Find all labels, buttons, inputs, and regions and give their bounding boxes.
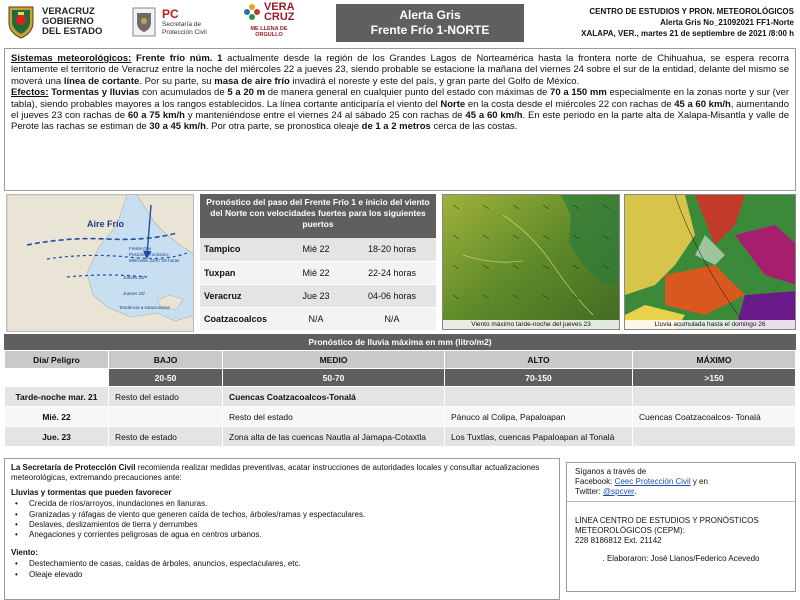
map1-aire-frio: Aire Frío bbox=[87, 219, 125, 229]
map1-label-2: Miércoles 22/07:00 horas bbox=[129, 258, 180, 263]
place-date: XALAPA, VER., martes 21 de septiembre de 2021 /8:00 h bbox=[581, 29, 794, 38]
rain-table bbox=[4, 350, 796, 447]
wind-hazards-title: Viento: bbox=[11, 547, 38, 557]
follow-text: Síganos a través de bbox=[575, 467, 647, 476]
cell-bajo: Resto de estado bbox=[109, 427, 223, 447]
cell-bajo bbox=[109, 407, 223, 427]
map1-label-1: Posición Pronóstico bbox=[129, 252, 169, 257]
forecast-heading: Pronóstico del paso del Frente Frío 1 e inicio del viento del Norte con velocidades fuertes para los siguientes puertos bbox=[200, 194, 436, 238]
rain-forecast-table bbox=[4, 334, 796, 447]
systems-shear-line: línea de cortante bbox=[63, 75, 140, 87]
effects-b: 5 a 20 m bbox=[227, 87, 266, 99]
systems-label: Sistemas meteorológicos: bbox=[11, 53, 132, 64]
systems-paragraph bbox=[11, 53, 789, 87]
cell-bajo: Resto del estado bbox=[109, 387, 223, 407]
pc-emblem-icon bbox=[132, 7, 156, 37]
cepm-line-title: LÍNEA CENTRO DE ESTUDIOS Y PRONÓSTICOS METEOROLÓGICOS (CEPM): bbox=[575, 516, 759, 535]
effects-paragraph bbox=[11, 87, 789, 133]
facebook-tail: y en bbox=[690, 477, 708, 486]
recommendations-intro bbox=[11, 463, 553, 484]
rain-map-graphic bbox=[625, 195, 796, 330]
facebook-line bbox=[575, 477, 787, 487]
vc-word-line2: CRUZ bbox=[263, 11, 295, 23]
range-maximo: >150 bbox=[633, 369, 796, 387]
cell-alto bbox=[445, 387, 633, 407]
cell-maximo bbox=[633, 387, 796, 407]
port-day: Mié 22 bbox=[284, 261, 348, 284]
cell-alto: Pánuco al Colipa, Papaloapan bbox=[445, 407, 633, 427]
cepm-phone: 228 8186812 Ext. 21142 bbox=[575, 536, 662, 545]
header-maximo: MÁXIMO bbox=[633, 351, 796, 369]
list-item: • Deslaves, deslizamientos de tierra y derrumbes bbox=[11, 520, 553, 530]
effects-d-text: en la costa desde el miércoles 22 con rachas de bbox=[465, 98, 675, 110]
forecast-row bbox=[200, 307, 436, 330]
header-bajo: BAJO bbox=[109, 351, 223, 369]
effects-a-text: con acumulados de bbox=[139, 87, 228, 99]
alert-title: Alerta Gris bbox=[399, 8, 461, 22]
flower-icon bbox=[243, 3, 261, 21]
list-item: • Anegaciones y corrientes peligrosas de agua en centros urbanos. bbox=[11, 530, 553, 540]
recs-intro-text: recomienda realizar medidas preventivas, acatar instrucciones de autoridades locales y consultar actualizaciones meteorológicas, extremando precauciones ante: bbox=[11, 463, 540, 483]
effects-d: Norte bbox=[440, 98, 466, 110]
effects-e-text: , aumentando el jueves 23 con rachas de bbox=[11, 98, 789, 122]
port-name: Tampico bbox=[200, 238, 284, 261]
front-map-graphic bbox=[7, 195, 194, 332]
forecast-row bbox=[200, 238, 436, 261]
header-medio: MEDIO bbox=[223, 351, 445, 369]
effects-label: Efectos: bbox=[11, 87, 49, 99]
list-item: • Granizadas y ráfagas de viento que generen caída de techos, árboles/ramas y espectaculares. bbox=[11, 510, 553, 520]
header-alto: ALTO bbox=[445, 351, 633, 369]
bulletin-number: Alerta Gris No_21092021 FF1-Norte bbox=[660, 18, 794, 27]
map1-label-3: Jueves 23/ bbox=[123, 275, 145, 280]
twitter-link[interactable]: @spcver bbox=[603, 487, 635, 496]
header-info bbox=[524, 6, 794, 39]
effects-g: 45 a 60 km/h bbox=[465, 110, 523, 122]
cell-maximo bbox=[633, 427, 796, 447]
systems-cold-air: masa de aire frío bbox=[214, 75, 290, 87]
map1-label-5: Tendencia a estacionarse bbox=[119, 305, 171, 310]
effects-i: de 1 a 2 metros bbox=[361, 121, 431, 133]
cell-medio: Zona alta de las cuencas Nautla al Jamapa-Cotaxtla bbox=[223, 427, 445, 447]
effects-c-text: especialmente en la zonas norte y sur (ver tabla), siendo probables mayores a los rangos establecidos. La línea cortante anticiparía el viento del bbox=[11, 87, 790, 110]
gov-name-line1: VERACRUZ bbox=[42, 6, 95, 17]
systems-front-name: Frente frío núm. 1 bbox=[136, 53, 223, 64]
accumulated-rain-map bbox=[624, 194, 796, 330]
wind-map-graphic bbox=[443, 195, 620, 330]
range-bajo: 20-50 bbox=[109, 369, 223, 387]
port-name: Veracruz bbox=[200, 284, 284, 307]
list-item: • Oleaje elevado bbox=[11, 570, 553, 580]
recs-intro-bold: La Secretaría de Protección Civil bbox=[11, 463, 136, 472]
systems-text-1: actualmente desde la región de los Grandes Lagos de Norteamérica hasta la frontera norte de Chihuahua, se espera recorra lentamente el territorio de Veracruz entre la noche del miércoles 22 a jueves 23, siendo probable se estacione la mañana del viernes 24 sobre el sur de la entidad, delante del mismo se moverá una bbox=[11, 53, 789, 87]
front-passage-forecast bbox=[200, 194, 436, 330]
wind-map-caption: Viento máximo tarde-noche del jueves 23 bbox=[443, 320, 619, 329]
cell-medio: Cuencas Coatzacoalcos-Tonalá bbox=[223, 387, 445, 407]
port-name: Coatzacoalcos bbox=[200, 307, 284, 330]
max-wind-map bbox=[442, 194, 620, 330]
effects-a: Tormentas y lluvias bbox=[51, 87, 140, 99]
port-day: Jue 23 bbox=[284, 284, 348, 307]
systems-text-5: invadirá el noreste y este del país, y gran parte del Golfo de México. bbox=[289, 75, 580, 87]
list-item: • Crecida de ríos/arroyos, inundaciones en llanuras. bbox=[11, 499, 553, 509]
effects-i-text: cerca de las costas. bbox=[430, 121, 518, 133]
systems-effects-box bbox=[4, 48, 796, 191]
effects-c: 70 a 150 mm bbox=[550, 87, 607, 99]
row-day: Mié. 22 bbox=[5, 407, 109, 427]
authors-line: . Elaboraron: José Llanos/Federico Acevedo bbox=[602, 554, 760, 563]
twitter-label: Twitter: bbox=[575, 487, 604, 496]
rain-map-caption: Lluvia acumulada hasta el domingo 26 bbox=[625, 320, 795, 329]
range-empty bbox=[5, 369, 109, 387]
port-day: N/A bbox=[284, 307, 348, 330]
twitter-tail: . bbox=[634, 487, 637, 496]
effects-g-text: . En este periodo en la parte alta de Xalapa-Misantla y valle de Perote las rachas se estiman de bbox=[11, 110, 790, 133]
effects-h-text: . Por otra parte, se pronostica oleaje bbox=[205, 121, 362, 133]
effects-e: 45 a 60 km/h bbox=[674, 98, 731, 110]
port-name: Tuxpan bbox=[200, 261, 284, 284]
rain-hazards-list bbox=[11, 499, 553, 541]
row-day: Tarde-noche mar. 21 bbox=[5, 387, 109, 407]
cell-alto: Los Tuxtlas, cuencas Papaloapan al Tonalá bbox=[445, 427, 633, 447]
gov-name-line2: GOBIERNO bbox=[42, 16, 94, 27]
port-day: Mié 22 bbox=[284, 238, 348, 261]
vc-word-line1: VERA bbox=[263, 1, 295, 13]
header bbox=[0, 0, 800, 46]
range-alto: 70-150 bbox=[445, 369, 633, 387]
table-row bbox=[5, 387, 796, 407]
recommendations-box bbox=[4, 458, 560, 600]
systems-text-3: . Por su parte, su bbox=[139, 75, 215, 87]
pc-sub-line2: Protección Civil bbox=[162, 28, 207, 36]
header-day-hazard: Día/ Peligro bbox=[5, 351, 109, 369]
veracruz-government-logo bbox=[6, 4, 124, 40]
gov-name-line3: DEL ESTADO bbox=[42, 26, 103, 37]
forecast-row bbox=[200, 261, 436, 284]
proteccion-civil-logo bbox=[132, 4, 232, 40]
port-hours: 04-06 horas bbox=[348, 284, 436, 307]
pc-title: PC bbox=[162, 7, 179, 21]
veracruz-brand-logo bbox=[238, 2, 300, 44]
forecast-table bbox=[200, 238, 436, 331]
forecast-row bbox=[200, 284, 436, 307]
effects-b-text: de manera general en cualquier punto del estado con máximas de bbox=[265, 87, 551, 99]
alert-title-box bbox=[336, 4, 524, 42]
cell-maximo: Cuencas Coatzacoalcos- Tonalá bbox=[633, 407, 796, 427]
alert-subtitle: Frente Frío 1-NORTE bbox=[370, 23, 490, 37]
table-row bbox=[5, 407, 796, 427]
range-medio: 50-70 bbox=[223, 369, 445, 387]
rain-hazards-title: Lluvias y tormentas que pueden favorecer bbox=[11, 487, 172, 497]
rain-header-row bbox=[5, 351, 796, 369]
port-hours: 22-24 horas bbox=[348, 261, 436, 284]
effects-h: 30 a 45 km/h bbox=[149, 121, 206, 133]
rain-table-title: Pronóstico de lluvia máxima en mm (litro/m2) bbox=[4, 334, 796, 350]
effects-f: 60 a 75 km/h bbox=[127, 110, 185, 122]
facebook-label: Facebook: bbox=[575, 477, 615, 486]
twitter-line bbox=[575, 487, 787, 497]
list-item: • Destechamiento de casas, caídas de árboles, anuncios, espectaculares, etc. bbox=[11, 559, 553, 569]
table-row bbox=[5, 427, 796, 447]
contact-box bbox=[566, 462, 796, 592]
cell-medio: Resto del estado bbox=[223, 407, 445, 427]
front-position-map bbox=[6, 194, 194, 332]
map1-label-4: Jueves 23/ bbox=[123, 291, 145, 296]
map1-label-0: Frente Frío bbox=[129, 246, 152, 251]
divider bbox=[567, 501, 795, 502]
rain-range-row bbox=[5, 369, 796, 387]
port-hours: 18-20 horas bbox=[348, 238, 436, 261]
coat-of-arms-icon bbox=[6, 5, 36, 39]
wind-hazards-list bbox=[11, 559, 553, 580]
effects-f-text: y manteniéndose entre el viernes 24 al sábado 25 con rachas de bbox=[185, 110, 466, 122]
facebook-link[interactable]: Ceec Protección Civil bbox=[614, 477, 691, 486]
row-day: Jue. 23 bbox=[5, 427, 109, 447]
pc-sub-line1: Secretaría de bbox=[162, 21, 202, 28]
vc-tagline: ME LLENA DE ORGULLO bbox=[250, 26, 288, 38]
port-hours: N/A bbox=[348, 307, 436, 330]
center-name: CENTRO DE ESTUDIOS Y PRON. METEOROLÓGICOS bbox=[589, 7, 794, 16]
